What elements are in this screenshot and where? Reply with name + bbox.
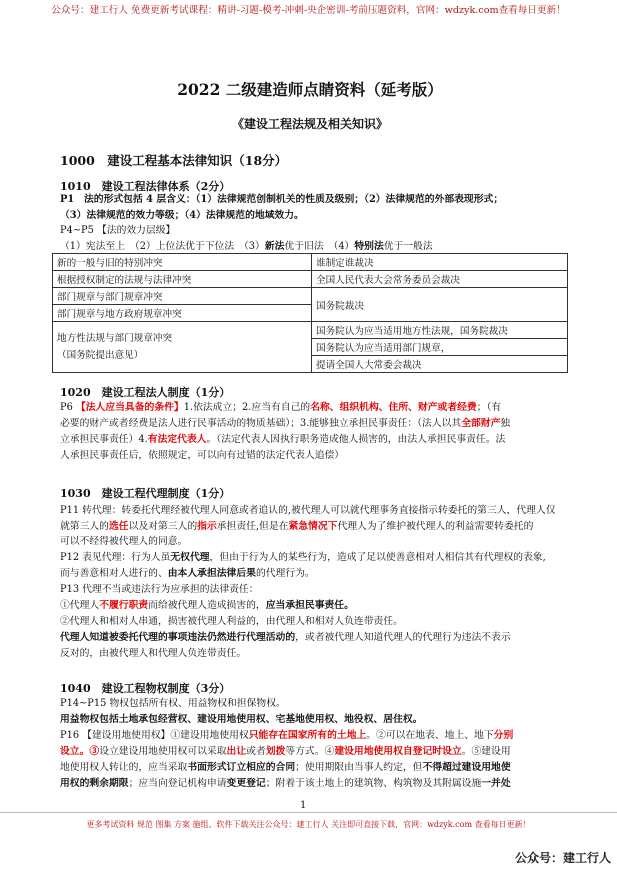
section-1020-heading: 1020 建设工程法人制度（1分） [60, 386, 231, 399]
p14-line2: 用益物权包括土地承包经营权、建设用地使用权、宅基地使用权、地役权、居住权。 [60, 714, 423, 725]
p11-line1: P11 转代理：转委托代理经被代理人同意或者追认的,被代理人可以就代理事务直接指示转委托的第三人，代理人仅 [60, 505, 556, 516]
p12-line1: P12 表见代理：行为人虽无权代理，但由于行为人的某些行为，造成了足以使善意相对人相信其有代理权的表象, [60, 552, 546, 563]
table-row: 提请全国人大常委会裁决 [53, 356, 568, 373]
p6-line1: P6 【法人应当具备的条件】1.依法成立；2.应当有自己的名称、组织机构、住所、财产或者经费；（有 [60, 402, 502, 413]
p13-line2: ①代理人不履行职责而给被代理人造成损害的，应当承担民事责任。 [60, 600, 354, 611]
p6-line2: 必要的财产或者经费是法人进行民事活动的物质基础）；3.能够独立承担民事责任：（法人以其全部财产独 [60, 418, 511, 429]
watermark: 公众号：建工行人 [514, 851, 611, 865]
p16-line1: P16 【建设用地使用权】①建设用地使用权只能存在国家所有的土地上。②可以在地表、地上、地下分别 [60, 730, 514, 741]
p6-line4: 人承担民事责任后，依照规定，可以向有过错的法定代表人追偿） [60, 450, 345, 461]
top-banner: 公众号：建工行人 免费更新考试课程：精讲-习题-模考-冲刺-央企密训-考前压题资料，官网：wdzyk.com查看每日更新！ [51, 5, 566, 16]
p11-line2: 就第三人的选任以及对第三人的指示承担责任,但是在紧急情况下代理人为了维护被代理人的利益需要转委托的 [60, 521, 534, 532]
p12-line2: 而与善意相对人进行的、由本人承担法律后果的代理行为。 [60, 568, 315, 579]
doc-subtitle: 《建设工程法规及相关知识》 [231, 117, 388, 131]
p16-line4: 用权的剩余期限；应当向登记机构申请变更登记；附着于该土地上的建筑物、构筑物及其附属设施一并处 [60, 778, 511, 789]
page-number: 1 [300, 800, 307, 811]
p45-heading: P4~P5 【法的效力层级】 [60, 225, 176, 236]
p13-line1: P13 代理不当或违法行为应承担的法律责任： [60, 584, 259, 595]
table-row: 新的一般与旧的特别冲突 谁制定谁裁决 [53, 254, 568, 271]
section-1040-heading: 1040 建设工程物权制度（3分） [60, 682, 231, 695]
table-row: 部门规章与部门规章冲突 国务院裁决 [53, 288, 568, 305]
p16-line3: 地使用权人转让的，应当采取书面形式订立相应的合同；使用期限由当事人约定，但不得超过建设用地使 [60, 762, 511, 773]
section-1030-heading: 1030 建设工程代理制度（1分） [60, 487, 231, 500]
table-row: 地方性法规与部门规章冲突 （国务院提出意见） 国务院认为应当适用地方性法规，国务院裁决 [53, 322, 568, 339]
p14-line1: P14~P15 物权包括所有权、用益物权和担保物权。 [60, 698, 286, 709]
p1-line1: P1 法的形式包括 4 层含义：（1）法律规范创制机关的性质及级别；（2）法律规范的外部表现形式； [60, 194, 504, 205]
p13-line5: 反对的，由被代理人和代理人负连带责任。 [60, 648, 247, 659]
conflict-table [52, 253, 568, 373]
p1-line2: （3）法律规范的效力等级；（4）法律规范的地域效力。 [60, 210, 304, 221]
table-row: 根据授权制定的法规与法律冲突 全国人民代表大会常务委员会裁决 [53, 271, 568, 288]
section-1010-heading: 1010 建设工程法律体系（2分） [60, 180, 231, 193]
p11-line3: 可以不经得被代理人的同意。 [60, 536, 188, 547]
p16-line2: 设立。③设立建设用地使用权可以采取出让或者划拨等方式。④建设用地使用权自登记时设立。⑤建设用 [60, 746, 511, 757]
p13-line4: 代理人知道被委托代理的事项违法仍然进行代理活动的，或者被代理人知道代理人的代理行为违法不表示 [60, 632, 511, 643]
doc-title: 2022 二级建造师点睛资料（延考版） [177, 80, 443, 99]
footer-banner: 更多考试资料 规范 图集 方案 施组、软件下载关注公众号：建工行人 关注即可直接下载，官网：wdzyk.com 查看每日更新！ [86, 820, 531, 829]
p13-line3: ②代理人和相对人串通，损害被代理人利益的，由代理人和相对人负连带责任。 [60, 616, 403, 627]
table-row: 部门规章与地方政府规章冲突 [53, 305, 568, 322]
p6-line3: 立承担民事责任）4.有法定代表人。（法定代表人因执行职务造成他人损害的，由法人承担民事责任。法 [60, 434, 506, 445]
effect-levels: （1）宪法至上 （2）上位法优于下位法 （3）新法优于旧法 （4）特别法优于一般法 [60, 241, 433, 252]
table-row: 国务院认为应当适用部门规章， [53, 339, 568, 356]
footer-divider [0, 812, 617, 813]
section-1000-heading: 1000 建设工程基本法律知识（18分） [60, 153, 288, 168]
